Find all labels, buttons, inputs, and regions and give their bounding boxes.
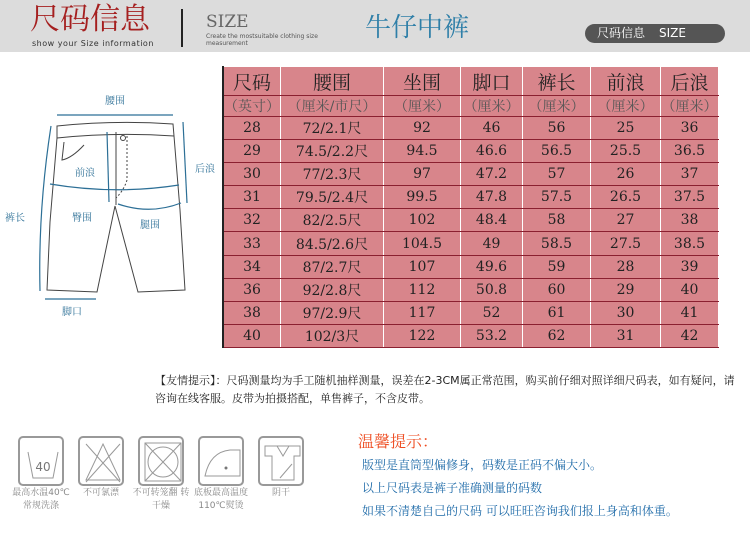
table-cell: 92/2.8尺: [281, 278, 384, 301]
table-cell: 38: [223, 301, 281, 324]
table-cell: 107: [384, 255, 461, 278]
table-cell: 102: [384, 209, 461, 232]
table-cell: 30: [591, 301, 661, 324]
table-cell: 25.5: [591, 140, 661, 163]
table-cell: 26.5: [591, 186, 661, 209]
table-cell: 36: [661, 117, 719, 140]
table-cell: 31: [591, 324, 661, 347]
no-bleach-icon: [78, 436, 124, 486]
table-cell: 56: [523, 117, 591, 140]
table-cell: 37.5: [661, 186, 719, 209]
table-cell: 39: [661, 255, 719, 278]
table-header-row: [223, 67, 719, 96]
table-cell: 104.5: [384, 232, 461, 255]
friendly-note: 【友情提示】：尺码测量均为手工随机抽样测量，误差在2-3CM属正常范围，购买前仔细对照详细尺码表，如有疑问，请咨询在线客服。皮带为拍摄搭配，单售裤子，不含皮带。: [155, 374, 735, 405]
table-cell: 27.5: [591, 232, 661, 255]
table-cell: 59: [523, 255, 591, 278]
col-header: 尺码: [223, 67, 281, 96]
label-back-rise: 后浪: [195, 164, 215, 175]
table-cell: 56.5: [523, 140, 591, 163]
table-cell: 28: [591, 255, 661, 278]
label-waist: 腰围: [105, 96, 125, 107]
table-cell: 27: [591, 209, 661, 232]
col-header: 脚口: [461, 67, 523, 96]
label-hip: 臀围: [72, 213, 92, 224]
table-cell: 47.8: [461, 186, 523, 209]
table-cell: 25: [591, 117, 661, 140]
table-cell: 58.5: [523, 232, 591, 255]
size-label: SIZE: [206, 12, 249, 32]
table-row: [223, 255, 719, 278]
table-cell: 97: [384, 163, 461, 186]
table-cell: 37: [661, 163, 719, 186]
table-cell: 57: [523, 163, 591, 186]
table-row: [223, 324, 719, 347]
no-tumble-dry-icon: [138, 436, 184, 486]
shade-dry-icon: [258, 436, 304, 486]
table-cell: 99.5: [384, 186, 461, 209]
table-cell: 32: [223, 209, 281, 232]
label-front-rise: 前浪: [75, 168, 95, 179]
tip-line: 如果不清楚自己的尺码 可以旺旺咨询我们报上身高和体重。: [362, 504, 678, 518]
care-label: 最高水温40℃ 常规洗涤: [12, 488, 70, 511]
unit: （厘米）: [661, 96, 719, 117]
table-cell: 122: [384, 324, 461, 347]
table-cell: 41: [661, 301, 719, 324]
col-header: 后浪: [661, 67, 719, 96]
table-cell: 87/2.7尺: [281, 255, 384, 278]
table-cell: 117: [384, 301, 461, 324]
table-cell: 33: [223, 232, 281, 255]
table-cell: 72/2.1尺: [281, 117, 384, 140]
table-row: [223, 278, 719, 301]
table-cell: 30: [223, 163, 281, 186]
unit: （厘米）: [591, 96, 661, 117]
table-cell: 46: [461, 117, 523, 140]
label-length: 裤长: [5, 213, 25, 224]
unit: （厘米）: [461, 96, 523, 117]
table-cell: 112: [384, 278, 461, 301]
wash-40-icon: [18, 436, 64, 486]
table-cell: 34: [223, 255, 281, 278]
unit: （英寸）: [223, 96, 281, 117]
care-label: 不可转笼翻 转干燥: [132, 488, 190, 511]
table-cell: 62: [523, 324, 591, 347]
table-cell: 102/3尺: [281, 324, 384, 347]
size-subtitle: Create the mostsuitable clothing size measurement: [206, 33, 318, 47]
table-cell: 40: [223, 324, 281, 347]
table-cell: 29: [591, 278, 661, 301]
table-cell: 61: [523, 301, 591, 324]
table-cell: 52: [461, 301, 523, 324]
table-cell: 49: [461, 232, 523, 255]
size-table: [222, 66, 719, 348]
table-cell: 84.5/2.6尺: [281, 232, 384, 255]
table-cell: 38.5: [661, 232, 719, 255]
col-header: 坐围: [384, 67, 461, 96]
iron-icon: [198, 436, 244, 486]
label-thigh: 腿围: [140, 220, 160, 231]
table-cell: 36: [223, 278, 281, 301]
unit: （厘米）: [384, 96, 461, 117]
title-en: show your Size information: [32, 39, 154, 48]
table-cell: 97/2.9尺: [281, 301, 384, 324]
unit: （厘米/市尺）: [281, 96, 384, 117]
unit: （厘米）: [523, 96, 591, 117]
shorts-diagram: [0, 70, 222, 330]
table-row: [223, 186, 719, 209]
table-cell: 94.5: [384, 140, 461, 163]
tip-line: 版型是直筒型偏修身，码数是正码不偏大小。: [362, 458, 603, 472]
col-header: 裤长: [523, 67, 591, 96]
table-cell: 48.4: [461, 209, 523, 232]
table-cell: 58: [523, 209, 591, 232]
table-cell: 36.5: [661, 140, 719, 163]
product-name: 牛仔中裤: [365, 13, 470, 43]
table-cell: 82/2.5尺: [281, 209, 384, 232]
table-row: [223, 117, 719, 140]
col-header: 腰围: [281, 67, 384, 96]
care-label: 不可氯漂: [82, 488, 119, 498]
table-unit-row: [223, 96, 719, 117]
table-cell: 49.6: [461, 255, 523, 278]
size-pill: [585, 24, 725, 43]
table-row: [223, 232, 719, 255]
table-cell: 53.2: [461, 324, 523, 347]
table-cell: 47.2: [461, 163, 523, 186]
pill-en: SIZE: [659, 26, 686, 40]
table-cell: 46.6: [461, 140, 523, 163]
table-row: [223, 301, 719, 324]
tips-title: 温馨提示：: [358, 432, 439, 451]
table-cell: 77/2.3尺: [281, 163, 384, 186]
table-cell: 29: [223, 140, 281, 163]
table-cell: 79.5/2.4尺: [281, 186, 384, 209]
table-row: [223, 163, 719, 186]
title-cn: 尺码信息: [30, 2, 150, 37]
col-header: 前浪: [591, 67, 661, 96]
table-cell: 28: [223, 117, 281, 140]
divider: [181, 9, 183, 47]
table-cell: 92: [384, 117, 461, 140]
pill-cn: 尺码信息: [597, 26, 646, 40]
tip-line: 以上尺码表是裤子准确测量的码数: [362, 481, 543, 495]
table-cell: 26: [591, 163, 661, 186]
care-label: 底板最高温度 110℃熨烫: [193, 488, 248, 511]
table-row: [223, 140, 719, 163]
table-cell: 40: [661, 278, 719, 301]
table-cell: 57.5: [523, 186, 591, 209]
table-cell: 38: [661, 209, 719, 232]
header-banner: [0, 0, 750, 52]
table-cell: 31: [223, 186, 281, 209]
wash-temp: 40: [35, 460, 51, 474]
table-cell: 42: [661, 324, 719, 347]
label-hem: 脚口: [62, 307, 82, 318]
table-cell: 50.8: [461, 278, 523, 301]
table-cell: 74.5/2.2尺: [281, 140, 384, 163]
care-label: 阴干: [271, 488, 290, 498]
table-row: [223, 209, 719, 232]
table-cell: 60: [523, 278, 591, 301]
